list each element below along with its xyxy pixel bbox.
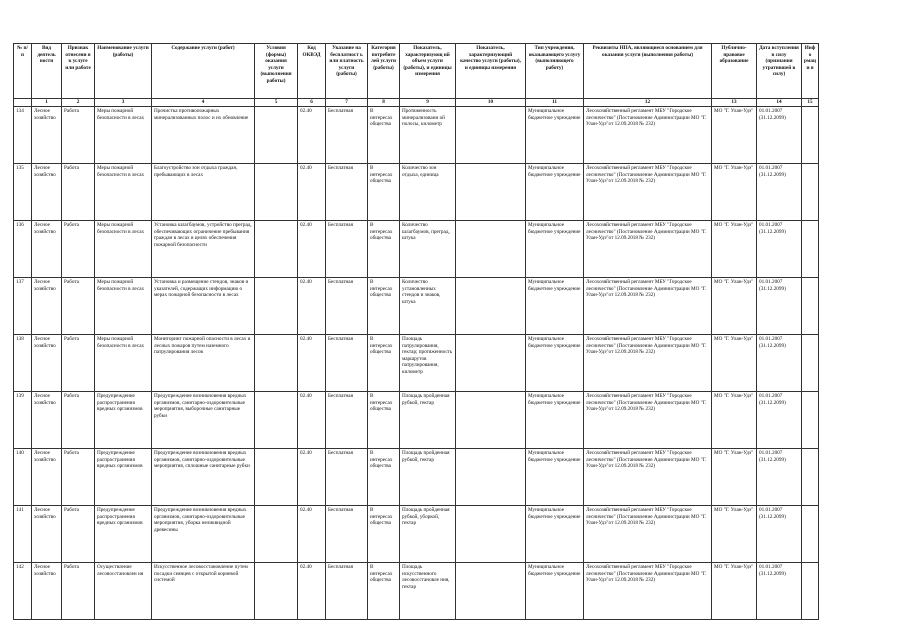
activity-type-cell: Лесное хозяйство bbox=[32, 221, 62, 278]
service-content-cell: Установка шлагбаумов, устройство преград, обеспечивающих ограничение пребывания граждан в лесах в целях обеспечения пожарной безопасности bbox=[152, 221, 255, 278]
effective-date-cell: 01.01.2007 (31.12.2099) bbox=[757, 221, 802, 278]
service-or-work-cell: Работа bbox=[62, 506, 95, 563]
public-entity-cell: МО "Г. Улан-Удэ" bbox=[712, 506, 757, 563]
row-number-cell: 135 bbox=[14, 164, 32, 221]
service-content-cell: Предупреждение возникновения вредных организмов, санитарно-оздоровительные мероприятия, уборка неликвидной древесины bbox=[152, 506, 255, 563]
column-number: 14 bbox=[757, 99, 802, 107]
institution-type-cell: Муниципальное бюджетное учреждение bbox=[526, 392, 584, 449]
service-content-cell: Предупреждение возникновения вредных организмов, санитарно-оздоровительные мероприятия, выборочные санитарные рубки bbox=[152, 392, 255, 449]
row-number-cell: 139 bbox=[14, 392, 32, 449]
header-cell: Публично-правовое образование bbox=[712, 44, 757, 99]
column-number: 3 bbox=[95, 99, 152, 107]
service-or-work-cell: Работа bbox=[62, 278, 95, 335]
institution-type-cell: Муниципальное бюджетное учреждение bbox=[526, 449, 584, 506]
service-conditions-cell bbox=[255, 563, 298, 620]
header-cell: Наименование услуги (работы) bbox=[95, 44, 152, 99]
public-entity-cell: МО "Г. Улан-Удэ" bbox=[712, 449, 757, 506]
header-cell: Признак отнесени я к услуге или работе bbox=[62, 44, 95, 99]
header-cell: Условия (формы) оказания услуги (выполнения работы) bbox=[255, 44, 298, 99]
table-row bbox=[14, 449, 819, 506]
volume-indicator-cell: Количество зон отдыха, единица bbox=[400, 164, 456, 221]
public-entity-cell: МО "Г. Улан-Удэ" bbox=[712, 164, 757, 221]
row-number-cell: 142 bbox=[14, 563, 32, 620]
column-number: 11 bbox=[526, 99, 584, 107]
consumer-category-cell: В интересах общества bbox=[368, 164, 400, 221]
consumer-category-cell: В интересах общества bbox=[368, 278, 400, 335]
service-name-cell: Предупреждение распространения вредных организмов bbox=[95, 506, 152, 563]
service-content-cell: Предупреждение возникновения вредных организмов, санитарно-оздоровительные мероприятия, сплошные санитарные рубки bbox=[152, 449, 255, 506]
institution-type-cell: Муниципальное бюджетное учреждение bbox=[526, 221, 584, 278]
info-cell bbox=[802, 392, 819, 449]
public-entity-cell: МО "Г. Улан-Удэ" bbox=[712, 278, 757, 335]
activity-type-cell: Лесное хозяйство bbox=[32, 392, 62, 449]
service-name-cell: Меры пожарной безопасности в лесах bbox=[95, 107, 152, 164]
legal-act-cell: Лесохозяйственный регламент МБУ "Городское лесничество" (Постановление Администрации МО "Г. Улан-Удэ"от 12.09.2018 № 232) bbox=[584, 392, 712, 449]
legal-act-cell: Лесохозяйственный регламент МБУ "Городское лесничество" (Постановление Администрации МО "Г. Улан-Удэ"от 12.09.2018 № 232) bbox=[584, 107, 712, 164]
service-name-cell: Предупреждение распространения вредных организмов bbox=[95, 392, 152, 449]
okved-code-cell: 02.40 bbox=[298, 335, 326, 392]
quality-indicator-cell bbox=[456, 335, 526, 392]
quality-indicator-cell bbox=[456, 506, 526, 563]
public-entity-cell: МО "Г. Улан-Удэ" bbox=[712, 392, 757, 449]
effective-date-cell: 01.01.2007 (31.12.2099) bbox=[757, 506, 802, 563]
header-cell: Содержание услуги (работ) bbox=[152, 44, 255, 99]
institution-type-cell: Муниципальное бюджетное учреждение bbox=[526, 335, 584, 392]
column-number: 7 bbox=[326, 99, 368, 107]
effective-date-cell: 01.01.2007 (31.12.2099) bbox=[757, 278, 802, 335]
header-cell: Категория потребите лей услуги (работы) bbox=[368, 44, 400, 99]
institution-type-cell: Муниципальное бюджетное учреждение bbox=[526, 107, 584, 164]
service-conditions-cell bbox=[255, 107, 298, 164]
service-or-work-cell: Работа bbox=[62, 563, 95, 620]
effective-date-cell: 01.01.2007 (31.12.2099) bbox=[757, 164, 802, 221]
header-cell: Показатель, характеризующий качество услуги (работы), и единицы измерения bbox=[456, 44, 526, 99]
effective-date-cell: 01.01.2007 (31.12.2099) bbox=[757, 107, 802, 164]
quality-indicator-cell bbox=[456, 392, 526, 449]
row-number-cell: 134 bbox=[14, 107, 32, 164]
service-or-work-cell: Работа bbox=[62, 449, 95, 506]
activity-type-cell: Лесное хозяйство bbox=[32, 449, 62, 506]
info-cell bbox=[802, 449, 819, 506]
effective-date-cell: 01.01.2007 (31.12.2099) bbox=[757, 563, 802, 620]
activity-type-cell: Лесное хозяйство bbox=[32, 107, 62, 164]
consumer-category-cell: В интересах общества bbox=[368, 335, 400, 392]
volume-indicator-cell: Площадь патрулирования, гектар; протяженность маршрутов патрулирования, километр bbox=[400, 335, 456, 392]
service-or-work-cell: Работа bbox=[62, 107, 95, 164]
column-number: 6 bbox=[298, 99, 326, 107]
header-cell: Дата вступления в силу (признания утратившей в силу) bbox=[757, 44, 802, 99]
service-content-cell: Прочистка противопожарных минерализованных полос и их обновление bbox=[152, 107, 255, 164]
paid-or-free-cell: Бесплатная bbox=[326, 278, 368, 335]
consumer-category-cell: В интересах общества bbox=[368, 449, 400, 506]
service-content-cell: Установка и размещение стендов, знаков и указателей, содержащих информацию о мерах пожарной безопасности в лесах bbox=[152, 278, 255, 335]
row-number-cell: 137 bbox=[14, 278, 32, 335]
service-content-cell: Мониторинг пожарной опасности в лесах и лесных пожаров путем наземного патрулирования лесов bbox=[152, 335, 255, 392]
column-number: 10 bbox=[456, 99, 526, 107]
effective-date-cell: 01.01.2007 (31.12.2099) bbox=[757, 335, 802, 392]
okved-code-cell: 02.40 bbox=[298, 221, 326, 278]
column-number-row bbox=[14, 99, 819, 107]
paid-or-free-cell: Бесплатная bbox=[326, 506, 368, 563]
paid-or-free-cell: Бесплатная bbox=[326, 449, 368, 506]
table-row bbox=[14, 221, 819, 278]
table-body bbox=[14, 107, 819, 620]
row-number-cell: 138 bbox=[14, 335, 32, 392]
consumer-category-cell: В интересах общества bbox=[368, 506, 400, 563]
column-number: 15 bbox=[802, 99, 819, 107]
legal-act-cell: Лесохозяйственный регламент МБУ "Городское лесничество" (Постановление Администрации МО "Г. Улан-Удэ"от 12.09.2018 № 232) bbox=[584, 506, 712, 563]
quality-indicator-cell bbox=[456, 278, 526, 335]
service-conditions-cell bbox=[255, 278, 298, 335]
service-or-work-cell: Работа bbox=[62, 335, 95, 392]
legal-act-cell: Лесохозяйственный регламент МБУ "Городское лесничество" (Постановление Администрации МО "Г. Улан-Удэ"от 12.09.2018 № 232) bbox=[584, 164, 712, 221]
institution-type-cell: Муниципальное бюджетное учреждение bbox=[526, 278, 584, 335]
column-number: 5 bbox=[255, 99, 298, 107]
okved-code-cell: 02.40 bbox=[298, 449, 326, 506]
header-cell: Показатель, характеризующ ий объем услуги (работы), и единицы измерения bbox=[400, 44, 456, 99]
row-number-cell: 141 bbox=[14, 506, 32, 563]
public-entity-cell: МО "Г. Улан-Удэ" bbox=[712, 107, 757, 164]
activity-type-cell: Лесное хозяйство bbox=[32, 563, 62, 620]
service-or-work-cell: Работа bbox=[62, 221, 95, 278]
column-number: 9 bbox=[400, 99, 456, 107]
info-cell bbox=[802, 107, 819, 164]
volume-indicator-cell: Площадь пройденная рубкой, гектар bbox=[400, 392, 456, 449]
table-row bbox=[14, 164, 819, 221]
column-number: 1 bbox=[32, 99, 62, 107]
quality-indicator-cell bbox=[456, 107, 526, 164]
volume-indicator-cell: Протяженность минерализованн ой полосы, километр bbox=[400, 107, 456, 164]
activity-type-cell: Лесное хозяйство bbox=[32, 278, 62, 335]
volume-indicator-cell: Площадь пройденная рубкой, уборкой, гектар bbox=[400, 506, 456, 563]
header-cell: Реквизиты НПА, являющиеся основанием для оказания услуги (выполнения работы) bbox=[584, 44, 712, 99]
service-or-work-cell: Работа bbox=[62, 392, 95, 449]
consumer-category-cell: В интересах общества bbox=[368, 563, 400, 620]
public-entity-cell: МО "Г. Улан-Удэ" bbox=[712, 563, 757, 620]
paid-or-free-cell: Бесплатная bbox=[326, 563, 368, 620]
legal-act-cell: Лесохозяйственный регламент МБУ "Городское лесничество" (Постановление Администрации МО "Г. Улан-Удэ"от 12.09.2018 № 232) bbox=[584, 221, 712, 278]
header-cell: Код ОКВЭД bbox=[298, 44, 326, 99]
header-cell: № п/п bbox=[14, 44, 32, 99]
table-row bbox=[14, 392, 819, 449]
paid-or-free-cell: Бесплатная bbox=[326, 392, 368, 449]
paid-or-free-cell: Бесплатная bbox=[326, 221, 368, 278]
row-number-cell: 140 bbox=[14, 449, 32, 506]
legal-act-cell: Лесохозяйственный регламент МБУ "Городское лесничество" (Постановление Администрации МО "Г. Улан-Удэ"от 12.09.2018 № 232) bbox=[584, 278, 712, 335]
okved-code-cell: 02.40 bbox=[298, 164, 326, 221]
service-name-cell: Меры пожарной безопасности в лесах bbox=[95, 335, 152, 392]
quality-indicator-cell bbox=[456, 164, 526, 221]
service-or-work-cell: Работа bbox=[62, 164, 95, 221]
institution-type-cell: Муниципальное бюджетное учреждение bbox=[526, 164, 584, 221]
okved-code-cell: 02.40 bbox=[298, 506, 326, 563]
info-cell bbox=[802, 563, 819, 620]
header-cell: Указание на бесплатност ь или платность услуги (работы) bbox=[326, 44, 368, 99]
info-cell bbox=[802, 506, 819, 563]
quality-indicator-cell bbox=[456, 563, 526, 620]
paid-or-free-cell: Бесплатная bbox=[326, 335, 368, 392]
legal-act-cell: Лесохозяйственный регламент МБУ "Городское лесничество" (Постановление Администрации МО "Г. Улан-Удэ"от 12.09.2018 № 232) bbox=[584, 449, 712, 506]
consumer-category-cell: В интересах общества bbox=[368, 221, 400, 278]
service-conditions-cell bbox=[255, 506, 298, 563]
service-name-cell: Предупреждение распространения вредных организмов bbox=[95, 449, 152, 506]
table-row bbox=[14, 506, 819, 563]
activity-type-cell: Лесное хозяйство bbox=[32, 335, 62, 392]
service-content-cell: Благоустройство зон отдыха граждан, пребывающих в лесах bbox=[152, 164, 255, 221]
activity-type-cell: Лесное хозяйство bbox=[32, 506, 62, 563]
legal-act-cell: Лесохозяйственный регламент МБУ "Городское лесничество" (Постановление Администрации МО "Г. Улан-Удэ"от 12.09.2018 № 232) bbox=[584, 563, 712, 620]
service-conditions-cell bbox=[255, 335, 298, 392]
institution-type-cell: Муниципальное бюджетное учреждение bbox=[526, 506, 584, 563]
column-number: 2 bbox=[62, 99, 95, 107]
info-cell bbox=[802, 278, 819, 335]
okved-code-cell: 02.40 bbox=[298, 278, 326, 335]
volume-indicator-cell: Количество шлагбаумов, преград, штука bbox=[400, 221, 456, 278]
consumer-category-cell: В интересах общества bbox=[368, 392, 400, 449]
institution-type-cell: Муниципальное бюджетное учреждение bbox=[526, 563, 584, 620]
paid-or-free-cell: Бесплатная bbox=[326, 107, 368, 164]
volume-indicator-cell: Площадь искусственного лесовосстановле ния, гектар bbox=[400, 563, 456, 620]
okved-code-cell: 02.40 bbox=[298, 392, 326, 449]
consumer-category-cell: В интересах общества bbox=[368, 107, 400, 164]
service-conditions-cell bbox=[255, 164, 298, 221]
table-row bbox=[14, 335, 819, 392]
column-number-blank bbox=[14, 99, 32, 107]
table-row bbox=[14, 278, 819, 335]
table-row bbox=[14, 107, 819, 164]
service-content-cell: Искусственное лесовосстановление путем посадки сеянцев с открытой корневой системой bbox=[152, 563, 255, 620]
table-row bbox=[14, 563, 819, 620]
volume-indicator-cell: Количество установленных стендов и знаков, штука bbox=[400, 278, 456, 335]
header-cell: Тип учреждения, оказывающего услугу (выполняющего работу) bbox=[526, 44, 584, 99]
service-conditions-cell bbox=[255, 392, 298, 449]
quality-indicator-cell bbox=[456, 449, 526, 506]
column-number: 4 bbox=[152, 99, 255, 107]
header-row bbox=[14, 44, 819, 99]
row-number-cell: 136 bbox=[14, 221, 32, 278]
activity-type-cell: Лесное хозяйство bbox=[32, 164, 62, 221]
service-name-cell: Меры пожарной безопасности в лесах bbox=[95, 221, 152, 278]
service-name-cell: Меры пожарной безопасности в лесах bbox=[95, 278, 152, 335]
okved-code-cell: 02.40 bbox=[298, 107, 326, 164]
header-cell: Вид деятель ности bbox=[32, 44, 62, 99]
header-cell: Инфо рмаци я bbox=[802, 44, 819, 99]
legal-act-cell: Лесохозяйственный регламент МБУ "Городское лесничество" (Постановление Администрации МО "Г. Улан-Удэ"от 12.09.2018 № 232) bbox=[584, 335, 712, 392]
column-number: 13 bbox=[712, 99, 757, 107]
paid-or-free-cell: Бесплатная bbox=[326, 164, 368, 221]
public-entity-cell: МО "Г. Улан-Удэ" bbox=[712, 335, 757, 392]
column-number: 12 bbox=[584, 99, 712, 107]
okved-code-cell: 02.40 bbox=[298, 563, 326, 620]
effective-date-cell: 01.01.2007 (31.12.2099) bbox=[757, 449, 802, 506]
quality-indicator-cell bbox=[456, 221, 526, 278]
info-cell bbox=[802, 221, 819, 278]
effective-date-cell: 01.01.2007 (31.12.2099) bbox=[757, 392, 802, 449]
service-name-cell: Осуществление лесовосстановлен ия bbox=[95, 563, 152, 620]
service-name-cell: Меры пожарной безопасности в лесах bbox=[95, 164, 152, 221]
column-number: 8 bbox=[368, 99, 400, 107]
volume-indicator-cell: Площадь пройденная рубкой, гектар bbox=[400, 449, 456, 506]
public-entity-cell: МО "Г. Улан-Удэ" bbox=[712, 221, 757, 278]
info-cell bbox=[802, 335, 819, 392]
info-cell bbox=[802, 164, 819, 221]
service-conditions-cell bbox=[255, 449, 298, 506]
service-conditions-cell bbox=[255, 221, 298, 278]
services-table bbox=[13, 43, 819, 620]
